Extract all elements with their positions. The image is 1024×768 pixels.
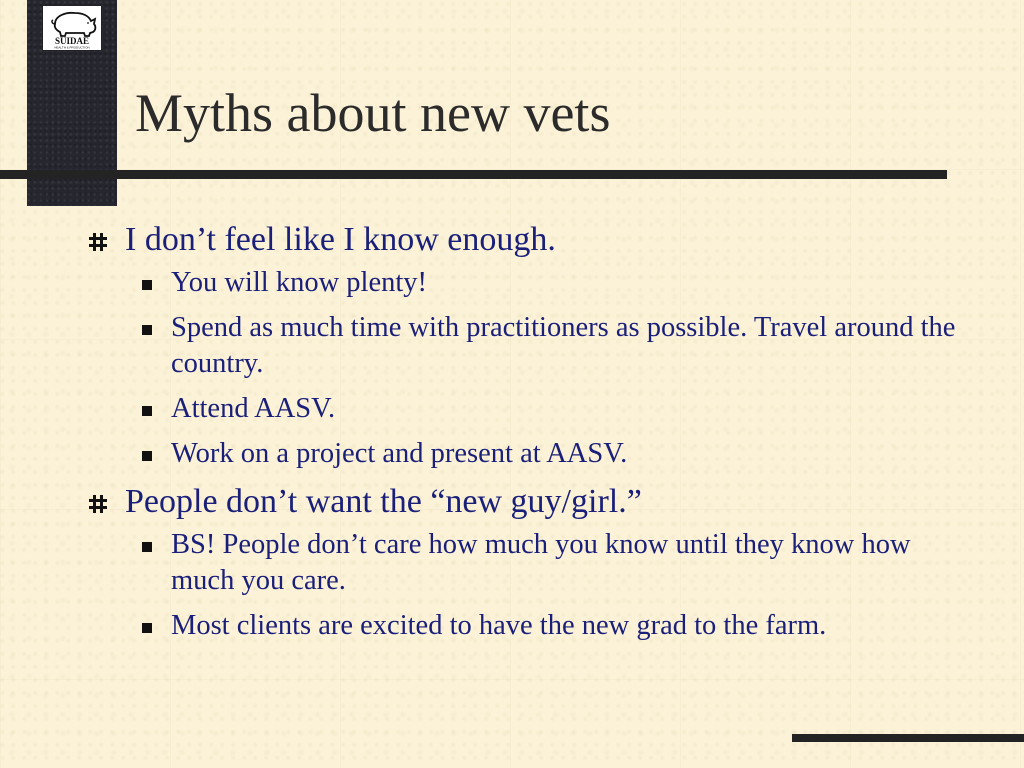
sub-bullet-list	[88, 265, 988, 472]
svg-text:SUIDAE: SUIDAE	[54, 36, 90, 46]
pound-bullet-icon	[88, 494, 108, 514]
sub-bullet-item	[88, 310, 961, 382]
svg-text:HEALTH & PRODUCTION: HEALTH & PRODUCTION	[54, 45, 90, 50]
sub-bullet-item	[88, 436, 961, 472]
sub-bullet-list	[88, 527, 988, 644]
square-bullet-icon	[142, 406, 152, 416]
sub-bullet-text: Spend as much time with practitioners as possible. Travel around the country.	[171, 312, 956, 379]
square-bullet-icon	[142, 325, 152, 335]
main-bullet-text: People don’t want the “new guy/girl.”	[125, 483, 642, 520]
pig-logo-icon	[43, 6, 101, 50]
bottom-divider	[792, 734, 1024, 742]
slide-title: Myths about new vets	[135, 83, 611, 143]
main-bullet-item	[88, 219, 988, 261]
sub-bullet-text: You will know plenty!	[171, 267, 427, 298]
sub-bullet-text: BS! People don’t care how much you know until they know how much you care.	[171, 529, 911, 596]
main-bullet-text: I don’t feel like I know enough.	[125, 221, 556, 258]
pound-bullet-icon	[88, 232, 108, 252]
square-bullet-icon	[142, 623, 152, 633]
bullet-list	[88, 219, 988, 653]
square-bullet-icon	[142, 280, 152, 290]
sub-bullet-item	[88, 265, 961, 301]
sub-bullet-text: Attend AASV.	[171, 393, 336, 424]
sub-bullet-item	[88, 527, 961, 599]
sub-bullet-item	[88, 608, 961, 644]
suidae-logo	[42, 5, 102, 51]
sub-bullet-text: Most clients are excited to have the new grad to the farm.	[171, 610, 827, 641]
square-bullet-icon	[142, 542, 152, 552]
square-bullet-icon	[142, 451, 152, 461]
main-bullet-item	[88, 481, 988, 523]
title-divider	[0, 170, 947, 179]
sub-bullet-item	[88, 391, 961, 427]
sub-bullet-text: Work on a project and present at AASV.	[171, 438, 628, 469]
